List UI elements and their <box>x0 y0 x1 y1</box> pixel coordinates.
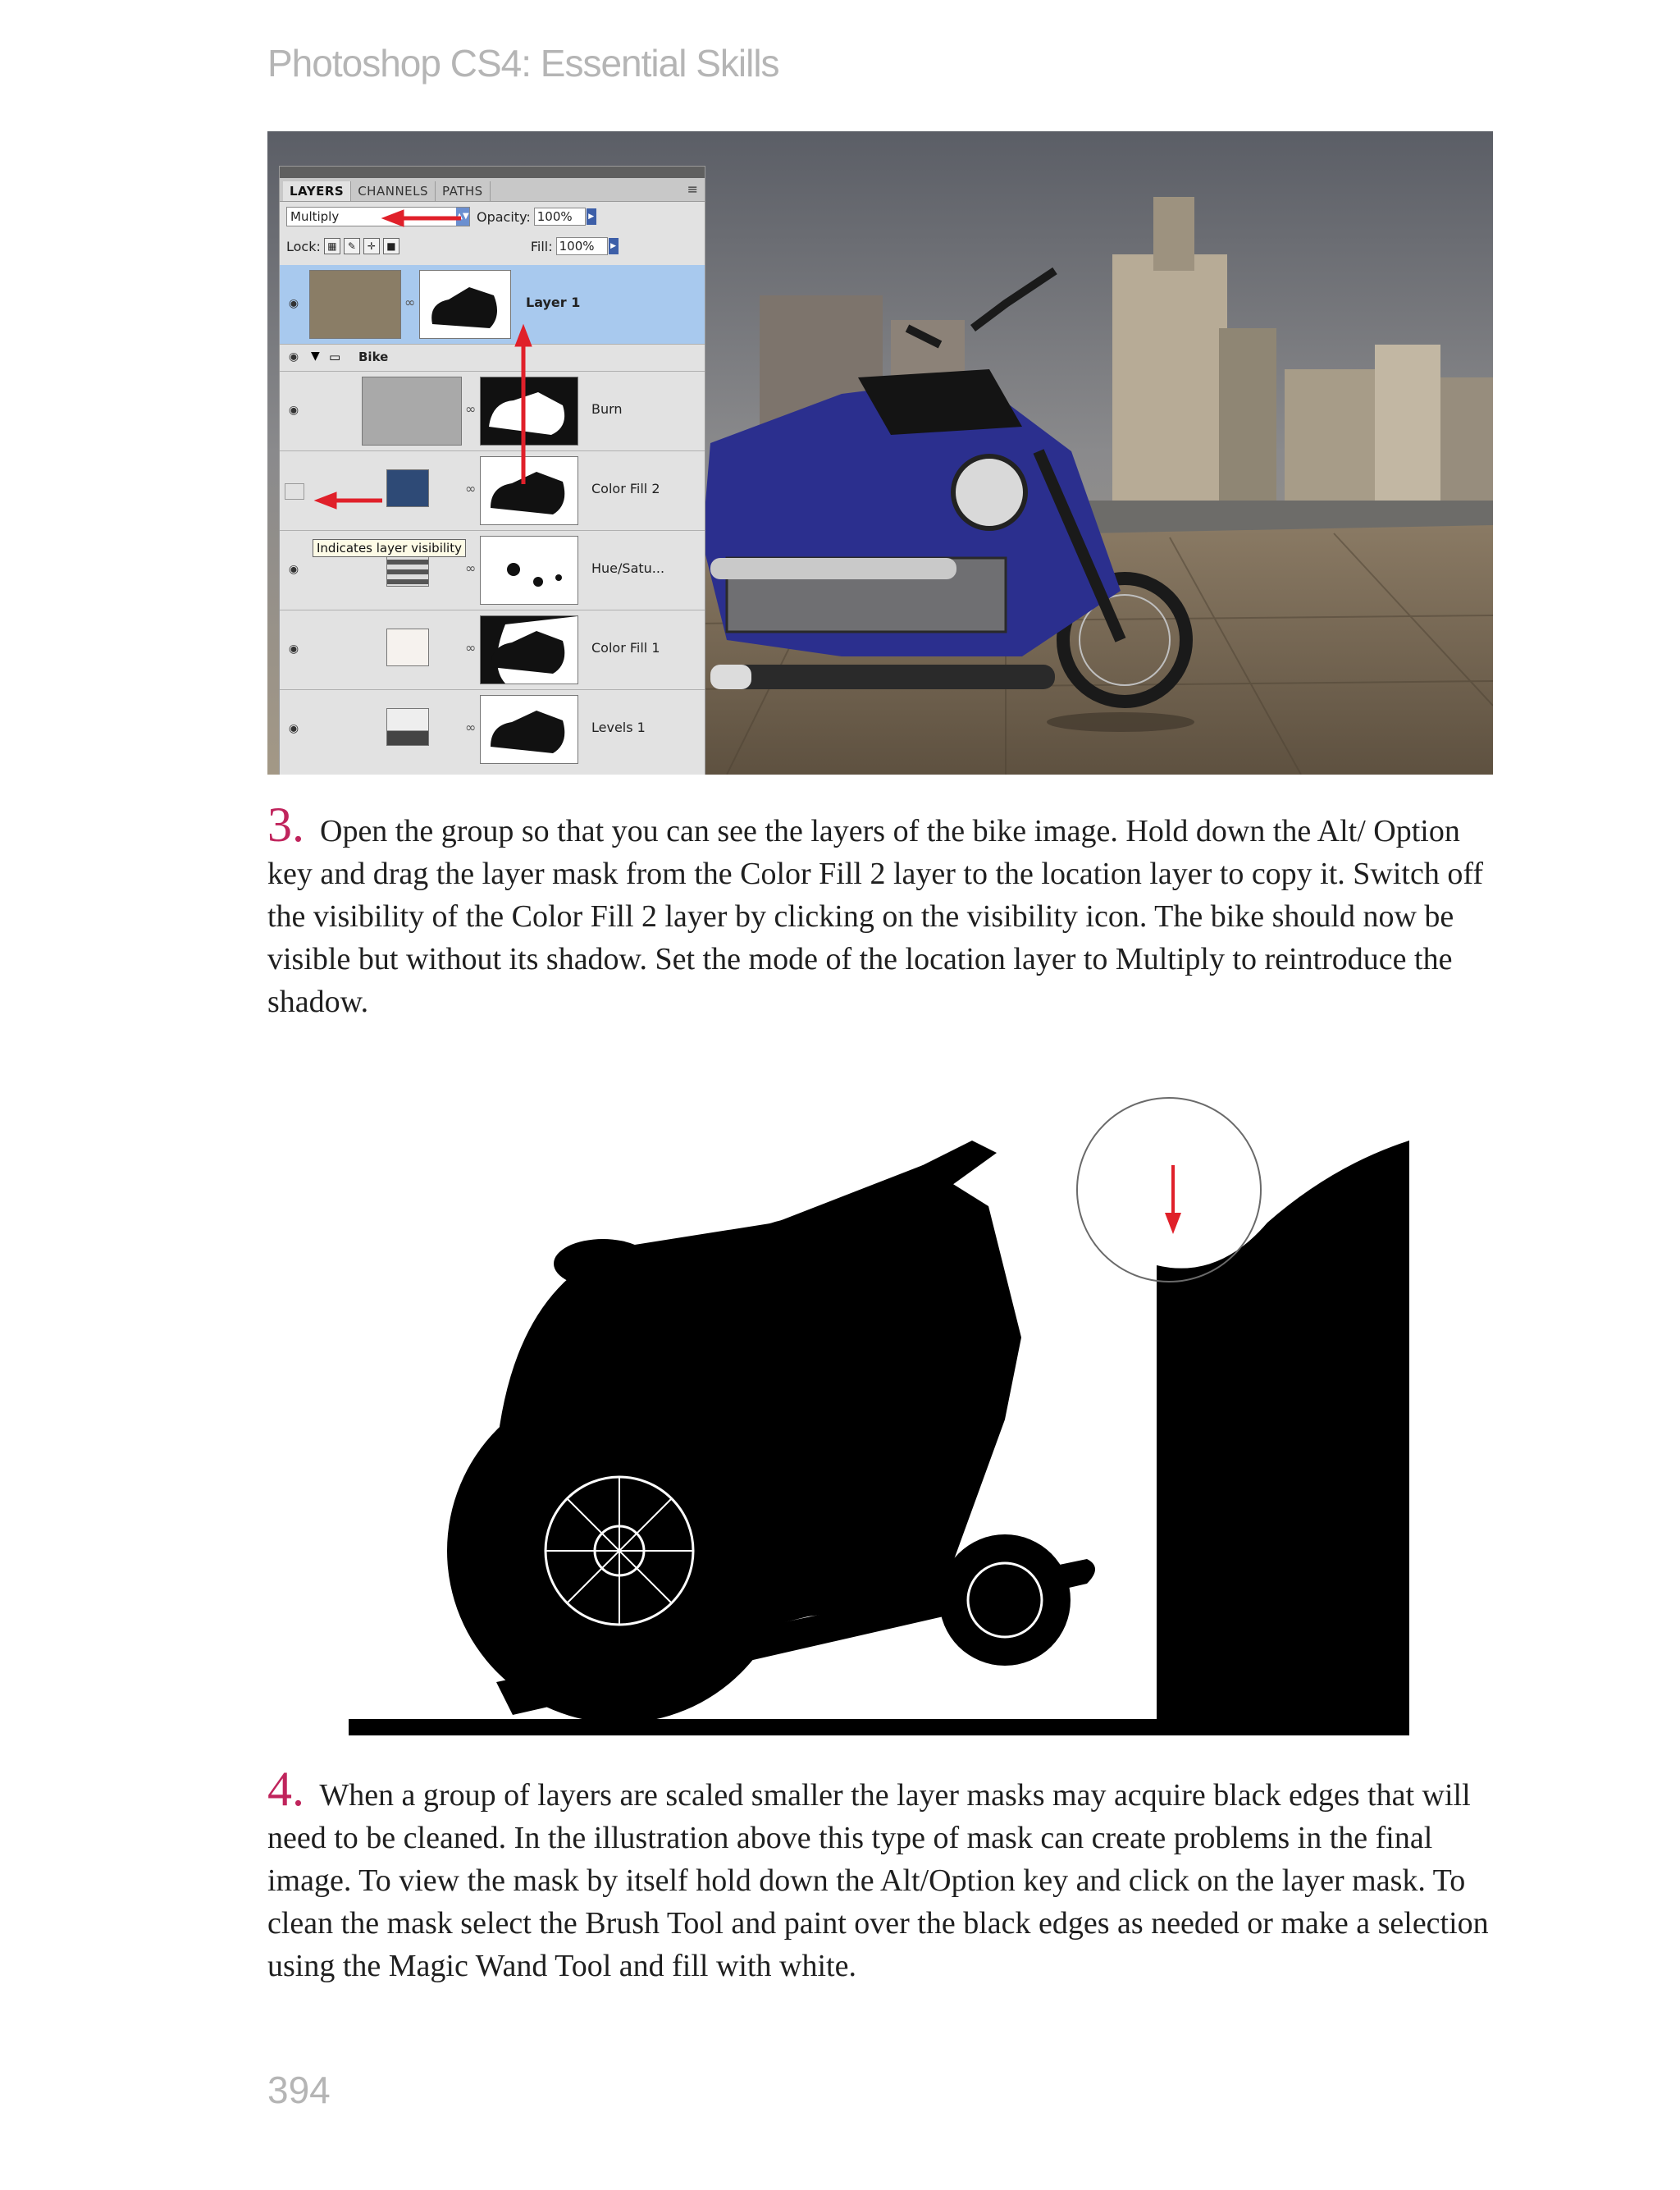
layer-row-color-fill-2[interactable] <box>280 451 705 531</box>
link-icon: ∞ <box>465 720 477 735</box>
blend-mode-value: Multiply <box>290 209 340 224</box>
layer-mask-thumbnail[interactable] <box>480 615 578 684</box>
layer-name: Burn <box>591 401 623 417</box>
figure-bike-composite <box>267 131 1493 775</box>
tooltip-layer-visibility: Indicates layer visibility <box>313 539 466 557</box>
eye-icon[interactable]: ◉ <box>288 722 299 735</box>
lock-image-icon[interactable]: ✎ <box>344 238 360 254</box>
step-text: When a group of layers are scaled smaller the layer masks may acquire black edges that will need to be cleaned. In the illustration above this type of mask can create problems in the final image. To view the mask by itself hold down the Alt/Option key and click on the layer mask. To clean the mask select the Brush Tool and paint over the black edges as needed or make a selection using the Magic Wand Tool and fill with white. <box>267 1778 1489 1983</box>
chevron-down-icon: ▲▼ <box>456 208 469 226</box>
panel-tabs <box>280 178 705 202</box>
lock-label: Lock: <box>286 238 321 254</box>
mask-silhouette <box>349 1075 1409 1735</box>
color-fill-swatch <box>386 469 429 507</box>
panel-title-bar[interactable] <box>280 167 705 178</box>
layer-name: Layer 1 <box>526 295 581 310</box>
step-text: Open the group so that you can see the layers of the bike image. Hold down the Alt/ Option key and drag the layer mask from the Color Fill 2 layer to the location layer to copy it. Switch off the visibility of the Color Fill 2 layer by clicking on the visibility icon. The bike should now be visible but without its shadow. Set the mode of the location layer to Multiply to reintroduce the shadow. <box>267 814 1483 1019</box>
fill-field[interactable]: 100% <box>556 237 608 255</box>
step-number: 3. <box>267 798 304 852</box>
blend-mode-select[interactable] <box>286 207 470 226</box>
step-number: 4. <box>267 1762 304 1816</box>
color-fill-swatch <box>386 629 429 666</box>
layer-thumbnail <box>309 270 401 339</box>
link-icon: ∞ <box>465 481 477 496</box>
page-number: 394 <box>267 2069 331 2111</box>
layer-thumbnail <box>362 377 462 446</box>
layer-name: Color Fill 1 <box>591 640 660 656</box>
link-icon: ∞ <box>404 295 416 310</box>
blend-row <box>280 202 705 231</box>
group-name: Bike <box>358 350 389 364</box>
link-icon: ∞ <box>465 560 477 576</box>
layer-mask-thumbnail[interactable] <box>419 270 511 339</box>
eye-icon[interactable]: ◉ <box>288 642 299 656</box>
layer-row-layer1[interactable] <box>280 265 705 345</box>
layers-panel <box>279 166 705 775</box>
layer-mask-thumbnail[interactable] <box>480 695 578 764</box>
step-3 <box>267 798 1498 1023</box>
step-4 <box>267 1762 1498 1987</box>
layer-name: Color Fill 2 <box>591 481 660 496</box>
eye-icon[interactable]: ◉ <box>288 404 299 417</box>
lock-transparent-icon[interactable]: ▦ <box>324 238 340 254</box>
opacity-label: Opacity: <box>477 208 531 225</box>
tab-paths[interactable]: PATHS <box>436 181 491 201</box>
levels-icon <box>386 708 429 746</box>
opacity-field[interactable]: 100% <box>534 208 586 226</box>
expand-triangle-icon[interactable]: ▼ <box>311 350 320 363</box>
tab-layers[interactable]: LAYERS <box>283 181 351 201</box>
figure-layer-mask <box>349 1075 1409 1735</box>
lock-row <box>280 231 705 261</box>
panel-menu-icon[interactable]: ≡ <box>687 181 698 197</box>
layer-group-bike[interactable] <box>280 345 705 372</box>
layer-mask-thumbnail[interactable] <box>480 377 578 446</box>
layer-row-burn[interactable] <box>280 372 705 451</box>
fill-label: Fill: <box>530 238 553 254</box>
fill-slider-icon[interactable]: ▶ <box>609 238 619 254</box>
lock-position-icon[interactable]: ✛ <box>363 238 380 254</box>
layer-row-levels-1[interactable] <box>280 690 705 769</box>
link-icon: ∞ <box>465 401 477 417</box>
layer-mask-thumbnail[interactable] <box>480 456 578 525</box>
eye-icon[interactable]: ◉ <box>288 563 299 576</box>
layer-name: Levels 1 <box>591 720 646 735</box>
running-head: Photoshop CS4: Essential Skills <box>267 42 779 85</box>
tab-channels[interactable]: CHANNELS <box>351 181 436 201</box>
eye-icon[interactable]: ◉ <box>288 297 299 310</box>
eye-icon[interactable]: ◉ <box>288 350 299 363</box>
opacity-slider-icon[interactable]: ▶ <box>587 208 596 225</box>
layer-list <box>280 265 705 769</box>
folder-icon: ▭ <box>329 350 341 364</box>
link-icon: ∞ <box>465 640 477 656</box>
visibility-toggle-off[interactable] <box>285 483 304 500</box>
layer-row-color-fill-1[interactable] <box>280 610 705 690</box>
layer-mask-thumbnail[interactable] <box>480 536 578 605</box>
layer-name: Hue/Satu... <box>591 560 665 576</box>
lock-all-icon[interactable]: ■ <box>383 238 399 254</box>
